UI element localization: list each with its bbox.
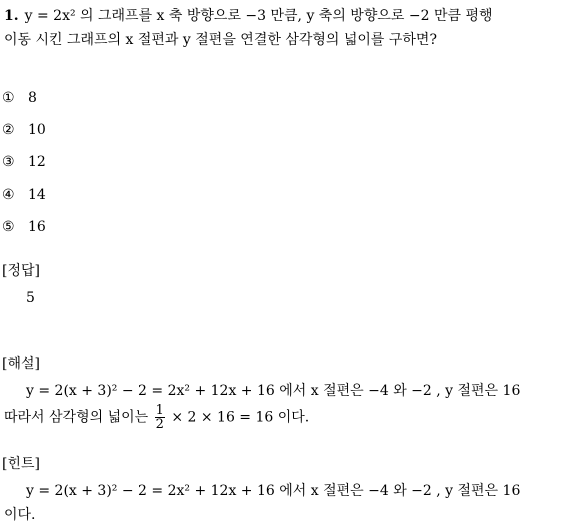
explanation-line-2: [4, 404, 309, 431]
question-number: 1.: [4, 8, 19, 24]
choice-value: 8: [28, 90, 37, 106]
question-text-1: y = 2x² 의 그래프를 x 축 방향으로 −3 만큼, y 축의 방향으로 −2 만큼 평행: [24, 8, 493, 24]
answer-value: 5: [26, 290, 35, 306]
explanation-prefix: 따라서 삼각형의 넓이는: [4, 409, 149, 426]
choice-1[interactable]: [2, 89, 37, 107]
choice-marker: ①: [2, 90, 15, 106]
choice-2[interactable]: [2, 121, 46, 139]
fraction-denominator: 2: [155, 417, 164, 432]
fraction: [155, 404, 165, 431]
choice-5[interactable]: [2, 218, 46, 236]
fraction-numerator: 1: [155, 403, 164, 418]
choice-value: 16: [28, 219, 46, 235]
explanation-suffix: × 2 × 16 = 16 이다.: [171, 409, 310, 426]
choice-4[interactable]: [2, 186, 46, 204]
hint-line-1: y = 2(x + 3)² − 2 = 2x² + 12x + 16 에서 x 절편은 −4 와 −2 , y 절편은 16: [26, 483, 521, 499]
question-line-1: [4, 7, 493, 25]
explanation-line-1: y = 2(x + 3)² − 2 = 2x² + 12x + 16 에서 x 절편은 −4 와 −2 , y 절편은 16: [26, 383, 521, 399]
choice-value: 14: [28, 187, 46, 203]
question-line-2: [4, 31, 437, 49]
choice-marker: ④: [2, 187, 15, 203]
choice-marker: ③: [2, 154, 15, 170]
explanation-label: [해설]: [2, 356, 40, 372]
choice-value: 12: [28, 154, 46, 170]
choice-3[interactable]: [2, 153, 46, 171]
question-text-2: 이동 시킨 그래프의 x 절편과 y 절편을 연결한 삼각형의 넓이를 구하면?: [4, 32, 437, 48]
choice-marker: ②: [2, 122, 15, 138]
choice-marker: ⑤: [2, 219, 15, 235]
hint-line-2: 이다.: [4, 507, 36, 523]
choice-value: 10: [28, 122, 46, 138]
hint-label: [힌트]: [2, 456, 40, 472]
answer-label: [정답]: [2, 263, 40, 279]
